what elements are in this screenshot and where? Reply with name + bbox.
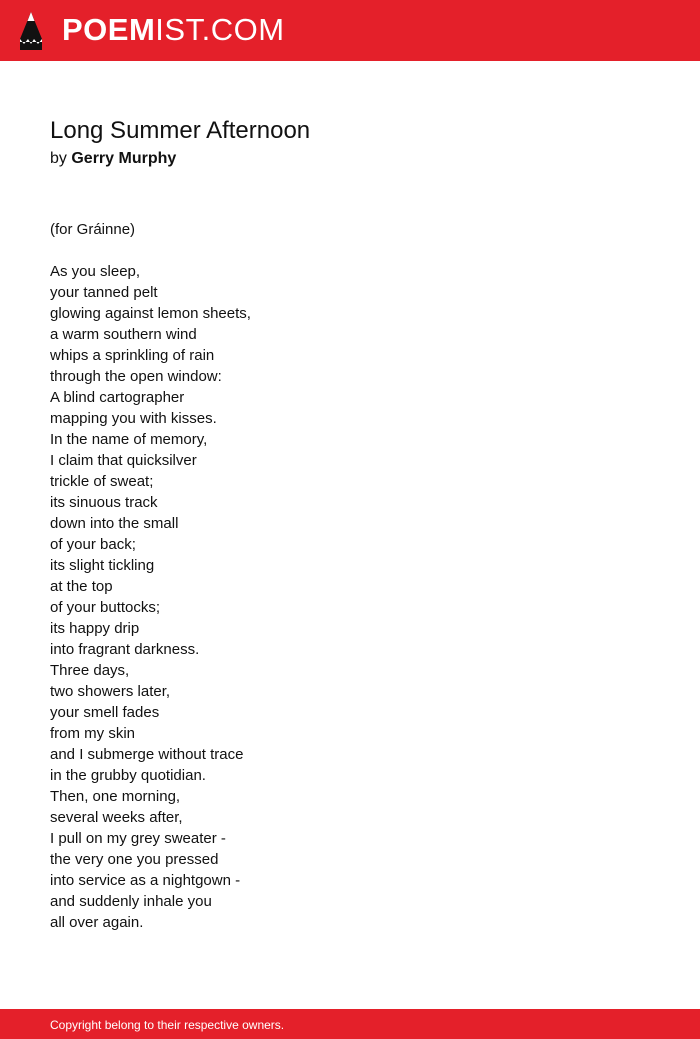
poem-line: at the top <box>50 578 113 595</box>
by-label: by <box>50 150 67 167</box>
poem-line: I pull on my grey sweater - <box>50 830 226 847</box>
poem-line: a warm southern wind <box>50 326 197 343</box>
poem-line: two showers later, <box>50 683 171 700</box>
poem-line: As you sleep, <box>50 263 141 280</box>
poem-line: of your back; <box>50 536 136 553</box>
site-header <box>0 0 700 61</box>
poem-line: glowing against lemon sheets, <box>50 305 251 322</box>
poem-line: through the open window: <box>50 368 222 385</box>
poem-line: whips a sprinkling of rain <box>50 347 215 364</box>
poem-line: down into the small <box>50 515 179 532</box>
poem-line: its slight tickling <box>50 557 155 574</box>
poem-line: all over again. <box>50 914 144 931</box>
poem-line: and I submerge without trace <box>50 746 244 763</box>
poem-line: Three days, <box>50 662 130 679</box>
brand-name-light: IST.COM <box>155 12 285 47</box>
poem-line: in the grubby quotidian. <box>50 767 206 784</box>
brand-name-strong: POEM <box>62 12 156 47</box>
poem-line: the very one you pressed <box>50 851 219 868</box>
poem-line: of your buttocks; <box>50 599 161 616</box>
poem-line: from my skin <box>50 725 136 742</box>
poem-line: into fragrant darkness. <box>50 641 200 658</box>
site-footer <box>0 1009 700 1039</box>
poem-line: your smell fades <box>50 704 160 721</box>
poem-line: trickle of sweat; <box>50 473 154 490</box>
poem-line: its sinuous track <box>50 494 158 511</box>
poem-line: your tanned pelt <box>50 284 158 301</box>
poem-line: its happy drip <box>50 620 140 637</box>
poem-line: several weeks after, <box>50 809 183 826</box>
poem-byline <box>50 149 176 169</box>
poem-line: and suddenly inhale you <box>50 893 212 910</box>
poem-line: mapping you with kisses. <box>50 410 217 427</box>
poem-line: In the name of memory, <box>50 431 208 448</box>
copyright-notice: Copyright belong to their respective owners. <box>50 1018 285 1032</box>
poem-author: Gerry Murphy <box>71 150 177 167</box>
poem-line: I claim that quicksilver <box>50 452 197 469</box>
site-logo[interactable] <box>62 12 285 48</box>
poem-line: A blind cartographer <box>50 389 185 406</box>
pencil-tip-icon[interactable] <box>18 11 44 51</box>
poem-body <box>50 261 650 933</box>
poem-line: Then, one morning, <box>50 788 181 805</box>
poem-dedication: (for Gráinne) <box>50 221 136 238</box>
poem-title: Long Summer Afternoon <box>50 117 311 144</box>
poem-line: into service as a nightgown - <box>50 872 241 889</box>
